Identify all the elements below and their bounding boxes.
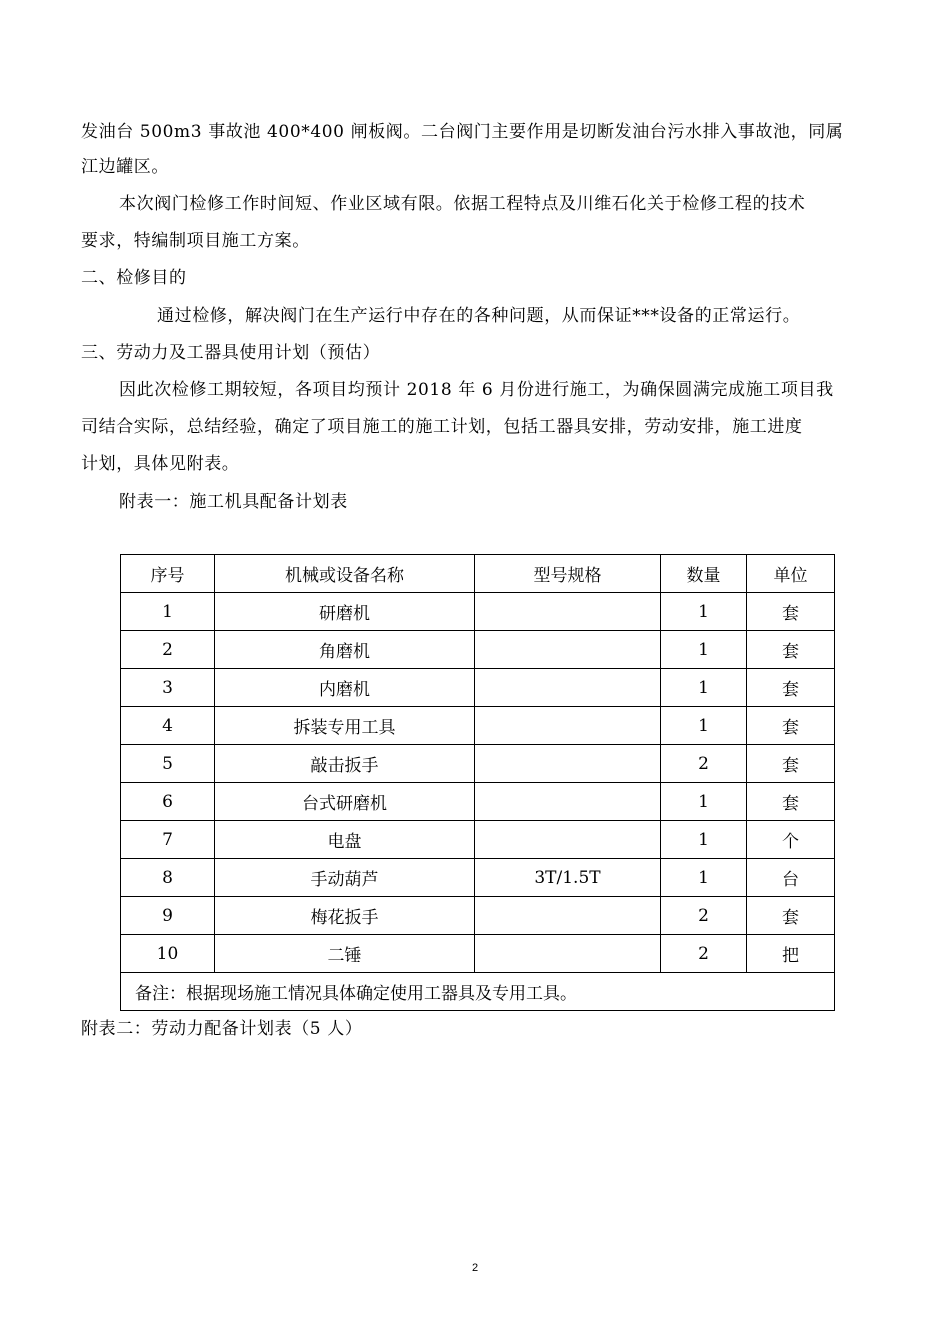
paragraph-line: 发油台 500m3 事故池 400*400 闸板阀。二台阀门主要作用是切断发油台污水排入事故池，同属 bbox=[81, 122, 844, 142]
page-number: 2 bbox=[471, 1262, 479, 1274]
cell-no: 3 bbox=[121, 669, 215, 707]
paragraph-line: 计划，具体见附表。 bbox=[81, 454, 240, 474]
cell-name: 电盘 bbox=[215, 821, 475, 859]
cell-spec bbox=[475, 669, 661, 707]
cell-unit: 把 bbox=[747, 935, 835, 973]
paragraph-line: 因此次检修工期较短，各项目均预计 2018 年 6 月份进行施工，为确保圆满完成施工项目我 bbox=[119, 380, 834, 400]
cell-name: 内磨机 bbox=[215, 669, 475, 707]
cell-unit: 个 bbox=[747, 821, 835, 859]
table-row bbox=[121, 897, 835, 935]
cell-no: 8 bbox=[121, 859, 215, 897]
cell-spec bbox=[475, 631, 661, 669]
cell-unit: 套 bbox=[747, 593, 835, 631]
table-row bbox=[121, 821, 835, 859]
cell-qty: 1 bbox=[661, 821, 747, 859]
paragraph-line: 本次阀门检修工作时间短、作业区域有限。依据工程特点及川维石化关于检修工程的技术 bbox=[119, 194, 806, 214]
header-no: 序号 bbox=[121, 555, 215, 593]
cell-spec bbox=[475, 745, 661, 783]
cell-qty: 1 bbox=[661, 859, 747, 897]
cell-spec bbox=[475, 821, 661, 859]
table-row bbox=[121, 783, 835, 821]
appendix-title: 附表二：劳动力配备计划表（5 人） bbox=[81, 1019, 363, 1039]
table-row bbox=[121, 745, 835, 783]
section-heading: 三、劳动力及工器具使用计划（预估） bbox=[81, 343, 381, 363]
cell-unit: 套 bbox=[747, 783, 835, 821]
cell-no: 10 bbox=[121, 935, 215, 973]
table-row bbox=[121, 935, 835, 973]
table-row bbox=[121, 631, 835, 669]
paragraph-line: 通过检修，解决阀门在生产运行中存在的各种问题，从而保证***设备的正常运行。 bbox=[157, 306, 801, 326]
cell-no: 1 bbox=[121, 593, 215, 631]
table-row bbox=[121, 669, 835, 707]
cell-spec bbox=[475, 593, 661, 631]
cell-spec bbox=[475, 935, 661, 973]
cell-qty: 2 bbox=[661, 897, 747, 935]
cell-unit: 套 bbox=[747, 897, 835, 935]
cell-name: 角磨机 bbox=[215, 631, 475, 669]
paragraph-line: 司结合实际，总结经验，确定了项目施工的施工计划，包括工器具安排，劳动安排，施工进度 bbox=[81, 417, 803, 437]
paragraph-line: 江边罐区。 bbox=[81, 157, 169, 177]
cell-qty: 1 bbox=[661, 783, 747, 821]
cell-qty: 1 bbox=[661, 707, 747, 745]
equipment-table bbox=[120, 554, 835, 1011]
cell-qty: 1 bbox=[661, 593, 747, 631]
cell-name: 梅花扳手 bbox=[215, 897, 475, 935]
table-row bbox=[121, 593, 835, 631]
cell-qty: 2 bbox=[661, 745, 747, 783]
table-note: 备注：根据现场施工情况具体确定使用工器具及专用工具。 bbox=[121, 973, 835, 1011]
header-name: 机械或设备名称 bbox=[215, 555, 475, 593]
cell-unit: 套 bbox=[747, 745, 835, 783]
cell-spec bbox=[475, 783, 661, 821]
cell-qty: 1 bbox=[661, 669, 747, 707]
header-spec: 型号规格 bbox=[475, 555, 661, 593]
table-row bbox=[121, 707, 835, 745]
cell-no: 2 bbox=[121, 631, 215, 669]
cell-name: 敲击扳手 bbox=[215, 745, 475, 783]
cell-name: 台式研磨机 bbox=[215, 783, 475, 821]
cell-name: 研磨机 bbox=[215, 593, 475, 631]
paragraph-line: 要求，特编制项目施工方案。 bbox=[81, 231, 310, 251]
cell-unit: 套 bbox=[747, 631, 835, 669]
cell-spec bbox=[475, 707, 661, 745]
table-note-row bbox=[121, 973, 835, 1011]
cell-qty: 1 bbox=[661, 631, 747, 669]
cell-unit: 套 bbox=[747, 707, 835, 745]
cell-name: 拆装专用工具 bbox=[215, 707, 475, 745]
cell-unit: 套 bbox=[747, 669, 835, 707]
header-qty: 数量 bbox=[661, 555, 747, 593]
cell-no: 5 bbox=[121, 745, 215, 783]
appendix-title: 附表一：施工机具配备计划表 bbox=[119, 492, 348, 512]
cell-name: 二锤 bbox=[215, 935, 475, 973]
cell-no: 4 bbox=[121, 707, 215, 745]
header-unit: 单位 bbox=[747, 555, 835, 593]
cell-qty: 2 bbox=[661, 935, 747, 973]
cell-no: 7 bbox=[121, 821, 215, 859]
cell-no: 6 bbox=[121, 783, 215, 821]
cell-no: 9 bbox=[121, 897, 215, 935]
cell-spec bbox=[475, 897, 661, 935]
cell-unit: 台 bbox=[747, 859, 835, 897]
section-heading: 二、检修目的 bbox=[81, 268, 187, 288]
cell-spec: 3T/1.5T bbox=[475, 859, 661, 897]
table-row bbox=[121, 859, 835, 897]
cell-name: 手动葫芦 bbox=[215, 859, 475, 897]
table-header-row bbox=[121, 555, 835, 593]
